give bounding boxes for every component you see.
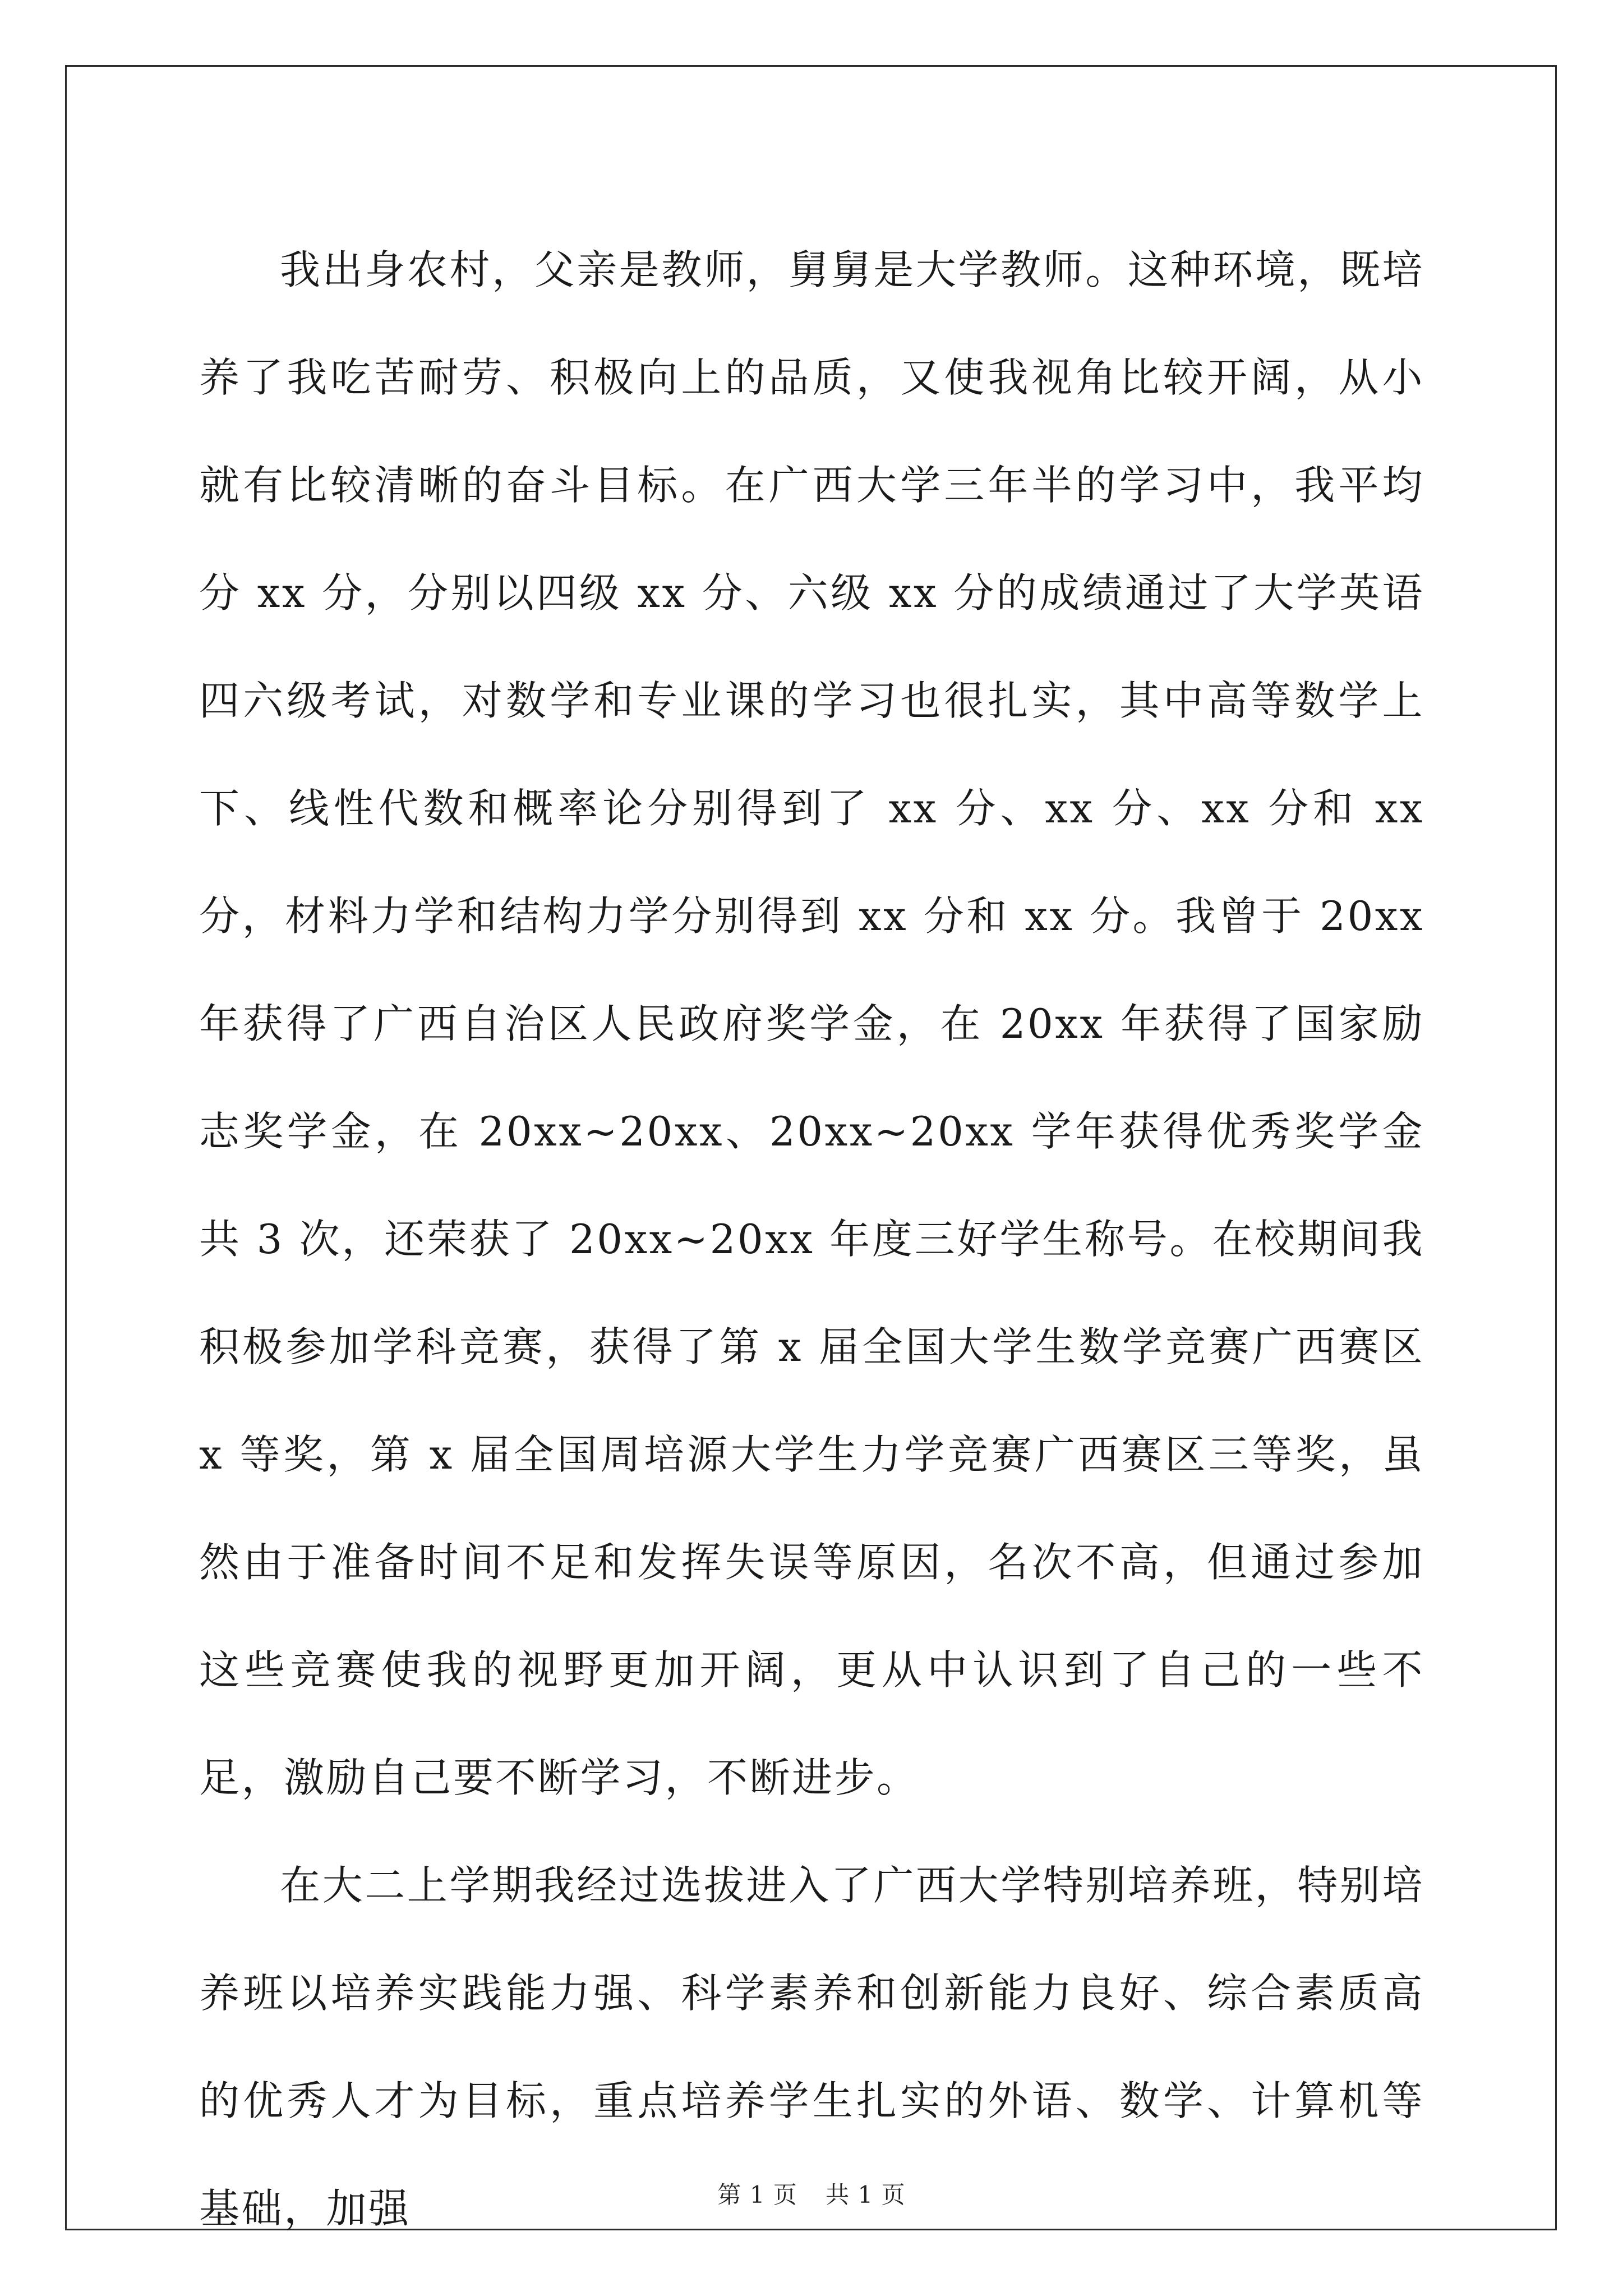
page-footer bbox=[0, 2177, 1623, 2210]
paragraph-2: 在大二上学期我经过选拔进入了广西大学特别培养班，特别培养班以培养实践能力强、科学素养和创新能力良好、综合素质高的优秀人才为目标，重点培养学生扎实的外语、数学、计算机等基础，加强 bbox=[199, 1862, 1424, 2232]
page-total: 共 1 页 bbox=[826, 2181, 906, 2208]
document-body bbox=[199, 216, 1424, 2262]
page-number: 第 1 页 bbox=[717, 2181, 797, 2208]
paragraph-1: 我出身农村，父亲是教师，舅舅是大学教师。这种环境，既培养了我吃苦耐劳、积极向上的品质，又使我视角比较开阔，从小就有比较清晰的奋斗目标。在广西大学三年半的学习中，我平均分 xx 分，分别以四级 xx 分、六级 xx 分的成绩通过了大学英语四六级考试，对数学和专业课的学习也很扎实，其中高等数学上下、线性代数和概率论分别得到了 xx 分、xx 分、xx 分和 xx 分，材料力学和结构力学分别得到 xx 分和 xx 分。我曾于 20xx 年获得了广西自治区人民政府奖学金，在 20xx 年获得了国家励志奖学金，在 20xx~20xx、20xx~20xx 学年获得优秀奖学金共 3 次，还荣获了 20xx~20xx 年度三好学生称号。在校期间我积极参加学科竞赛，获得了第 x 届全国大学生数学竞赛广西赛区 x 等奖，第 x 届全国周培源大学生力学竞赛广西赛区三等奖，虽然由于准备时间不足和发挥失误等原因，名次不高，但通过参加这些竞赛使我的视野更加开阔，更从中认识到了自己的一些不足，激励自己要不断学习，不断进步。 bbox=[199, 246, 1424, 1801]
